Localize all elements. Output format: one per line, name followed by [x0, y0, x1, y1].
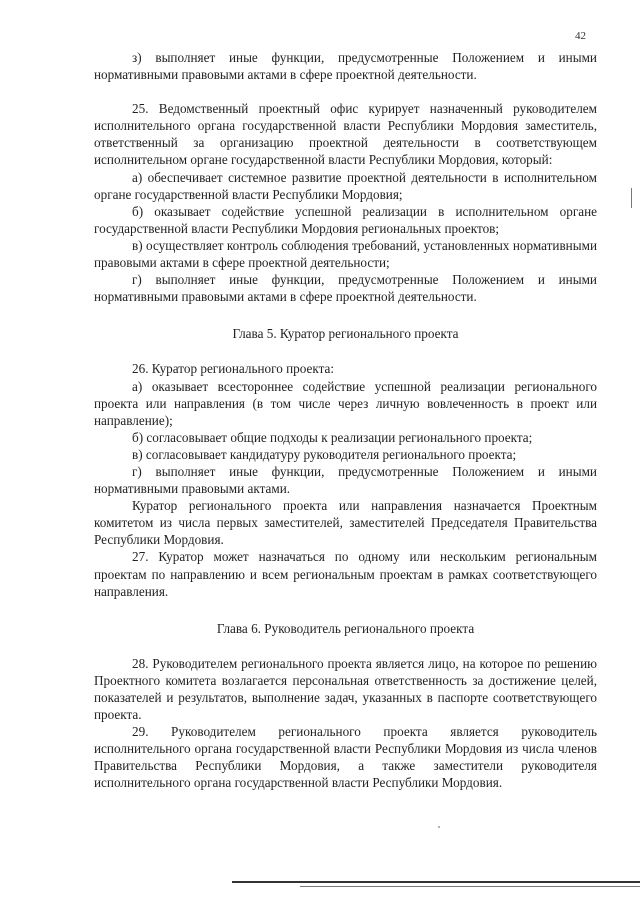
paragraph-26: 26. Куратор регионального проекта:: [132, 361, 335, 377]
paragraph-item-z: з) выполняет иные функции, предусмотренные Положением и иными нормативными правовыми актами в сфере проектной деятельности.: [94, 50, 597, 83]
paragraph-25: 25. Ведомственный проектный офис курирует назначенный руководителем исполнительного органа государственной власти Республики Мордовия заместитель, ответственный за организацию проектной деятельности в соответствующем исполнительном органе государственной власти Республики Мордовия, который:: [94, 101, 597, 168]
paragraph-25-v: в) осуществляет контроль соблюдения требований, установленных нормативными правовыми актами в сфере проектной деятельности;: [94, 237, 597, 271]
paragraph-26-a: а) оказывает всестороннее содействие успешной реализации регионального проекта или направления (в том числе через личную вовлеченность в проект или направление);: [94, 378, 597, 428]
scan-speck: [438, 826, 440, 828]
paragraph-29: 29. Руководителем регионального проекта является руководитель исполнительного органа государственной власти Республики Мордовия из числа членов Правительства Республики Мордовия, а также заместители руководителя исполнительного органа государственной власти Республики Мордовия.: [94, 724, 597, 791]
bottom-border-line: [232, 881, 640, 883]
paragraph-26-v: в) согласовывает кандидатуру руководителя регионального проекта;: [132, 446, 517, 462]
paragraph-26-b: б) согласовывает общие подходы к реализации регионального проекта;: [132, 429, 533, 445]
bottom-border-line-thin: [300, 886, 640, 887]
document-body: [94, 49, 597, 792]
paragraph-26-g: г) выполняет иные функции, предусмотренные Положением и иными нормативными правовыми актами.: [94, 463, 597, 497]
paragraph-25-b: б) оказывает содействие успешной реализации в исполнительном органе государственной власти Республики Мордовия региональных проектов;: [94, 203, 597, 236]
chapter-6-heading: Глава 6. Руководитель регионального проекта: [216, 620, 475, 636]
paragraph-curator-appointment: Куратор регионального проекта или направления назначается Проектным комитетом из числа первых заместителей, заместителей Председателя Правительства Республики Мордовия.: [94, 498, 597, 548]
paragraph-28: 28. Руководителем регионального проекта является лицо, на которое по решению Проектного комитета возлагается персональная ответственность за достижение целей, показателей и результатов, выполнение задач, указанных в паспорте соответствующего проекта.: [94, 655, 597, 723]
paragraph-25-g: г) выполняет иные функции, предусмотренные Положением и иными нормативными правовыми актами в сфере проектной деятельности.: [94, 272, 597, 305]
chapter-5-heading: Глава 5. Куратор регионального проекта: [232, 326, 459, 342]
page-number: 42: [575, 30, 586, 42]
paragraph-25-a: а) обеспечивает системное развитие проектной деятельности в исполнительном органе государственной власти Республики Мордовия;: [94, 169, 597, 202]
paragraph-27: 27. Куратор может назначаться по одному или нескольким региональным проектам по направлению и всем региональным проектам в рамках соответствующего направления.: [94, 549, 597, 599]
scan-mark: [631, 188, 632, 208]
